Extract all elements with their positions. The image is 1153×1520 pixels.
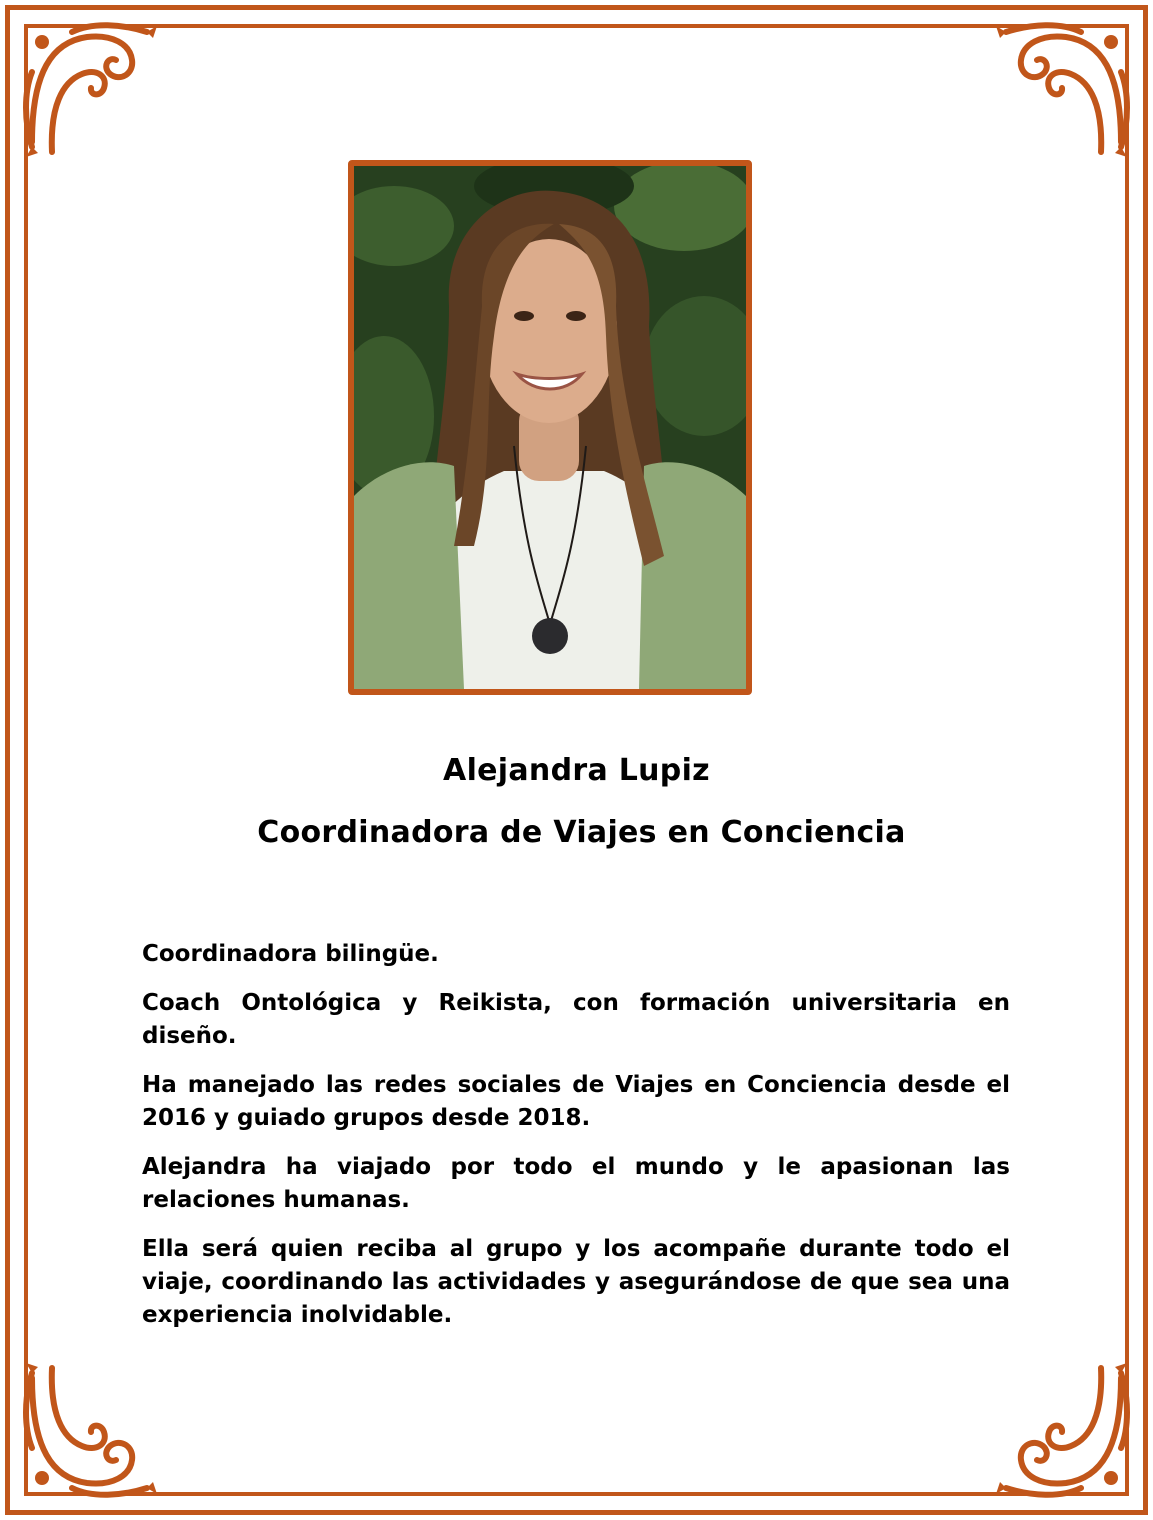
corner-ornament-bottom-left-icon	[12, 1358, 162, 1508]
portrait-illustration	[354, 166, 746, 689]
portrait-photo	[348, 160, 752, 695]
person-name: Alejandra Lupiz	[443, 753, 710, 788]
corner-ornament-top-right-icon	[991, 12, 1141, 162]
bio-paragraph: Ha manejado las redes sociales de Viajes en Conciencia desde el 2016 y guiado grupos desde 2018.	[142, 1072, 1010, 1131]
bio-paragraph: Alejandra ha viajado por todo el mundo y le apasionan las relaciones humanas.	[142, 1154, 1010, 1213]
bio-paragraph: Coach Ontológica y Reikista, con formación universitaria en diseño.	[142, 990, 1010, 1049]
person-role: Coordinadora de Viajes en Conciencia	[257, 815, 906, 850]
bio-paragraph: Ella será quien reciba al grupo y los acompañe durante todo el viaje, coordinando las actividades y asegurándose de que sea una experiencia inolvidable.	[142, 1236, 1010, 1328]
corner-ornament-bottom-right-icon	[991, 1358, 1141, 1508]
bio-section	[142, 938, 1010, 1348]
corner-ornament-top-left-icon	[12, 12, 162, 162]
bio-paragraph: Coordinadora bilingüe.	[142, 941, 439, 967]
